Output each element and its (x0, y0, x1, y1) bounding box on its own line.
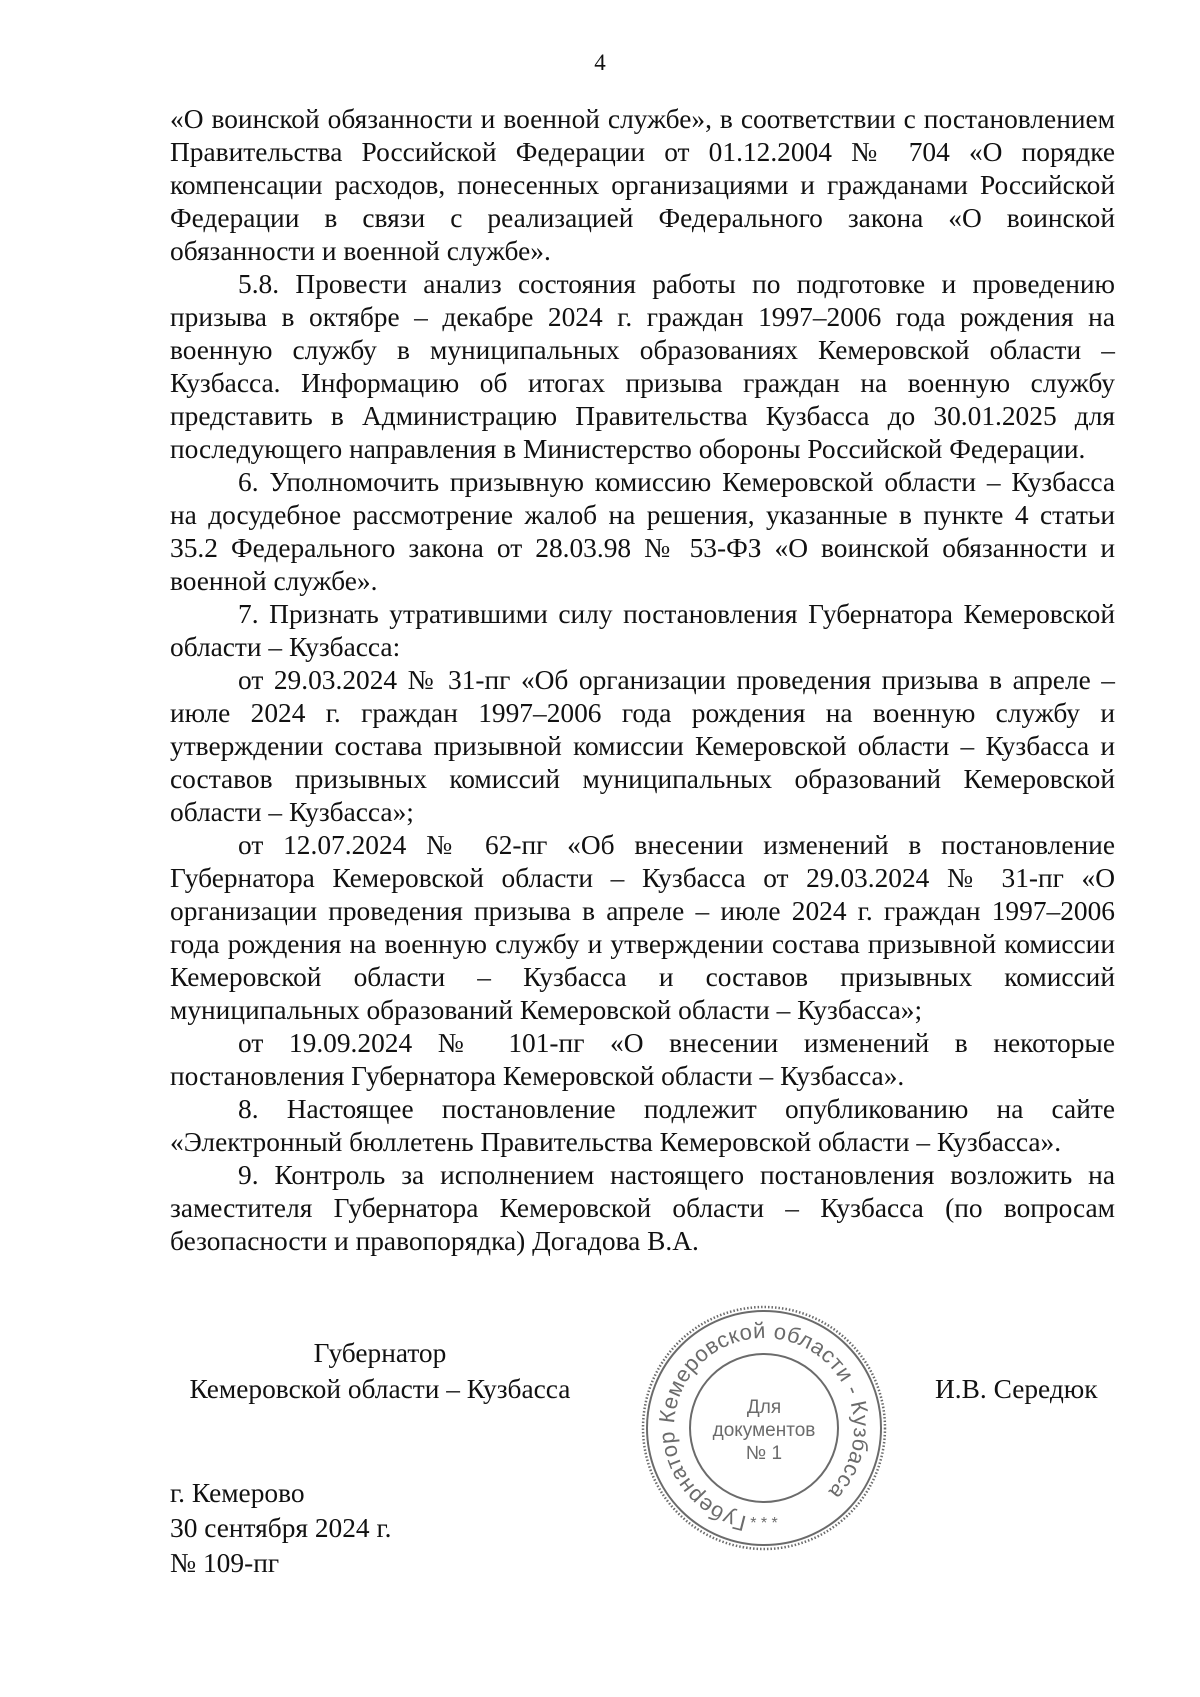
official-stamp (639, 1303, 889, 1553)
paragraph: 8. Настоящее постановление подлежит опубликованию на сайте «Электронный бюллетень Правительства Кемеровской области – Кузбасса». (170, 1094, 1115, 1157)
footer-date: 30 сентября 2024 г. (170, 1513, 392, 1543)
stamp-ring-text: Губернатор Кемеровской области - Кузбасса (653, 1317, 875, 1536)
paragraph: 5.8. Провести анализ состояния работы по подготовке и проведению призыва в октябре – декабре 2024 г. граждан 1997–2006 года рождения на военную службу в муниципальных образованиях Кемеровской области – Кузбасса. Информацию об итогах призыва граждан на военную службу представить в Администрацию Правительства Кузбасса до 30.01.2025 для последующего направления в Министерство обороны Российской Федерации. (170, 269, 1115, 464)
paragraph: от 19.09.2024 № 101-пг «О внесении изменений в некоторые постановления Губернатора Кемеровской области – Кузбасса». (170, 1028, 1115, 1091)
stamp-center-line: документов (712, 1420, 816, 1441)
signatory-title-line: Губернатор (313, 1338, 447, 1368)
stamp-center-line: Для (746, 1397, 782, 1418)
paragraph: от 12.07.2024 № 62-пг «Об внесении изменений в постановление Губернатора Кемеровской области – Кузбасса от 29.03.2024 № 31-пг «О организации проведения призыва в апреле – июле 2024 г. граждан 1997–2006 года рождения на военную службу и утверждении состава призывной комиссии Кемеровской области – Кузбасса и составов призывных комиссий муниципальных образований Кемеровской области – Кузбасса»; (170, 830, 1115, 1025)
signatory-name: И.В. Середюк (935, 1374, 1098, 1404)
stamp-center-line: № 1 (745, 1443, 783, 1464)
paragraph: от 29.03.2024 № 31-пг «Об организации проведения призыва в апреле – июле 2024 г. граждан 1997–2006 года рождения на военную службу и утверждении состава призывной комиссии Кемеровской области – Кузбасса и составов призывных комиссий муниципальных образований Кемеровской области – Кузбасса»; (170, 665, 1115, 827)
paragraph: 9. Контроль за исполнением настоящего постановления возложить на заместителя Губернатора Кемеровской области – Кузбасса (по вопросам безопасности и правопорядка) Догадова В.А. (170, 1160, 1115, 1256)
paragraph: «О воинской обязанности и военной службе», в соответствии с постановлением Правительства Российской Федерации от 01.12.2004 № 704 «О порядке компенсации расходов, понесенных организациями и гражданами Российской Федерации в связи с реализацией Федерального закона «О воинской обязанности и военной службе». (170, 104, 1115, 266)
signatory-title-line: Кемеровской области – Кузбасса (189, 1374, 571, 1404)
paragraph: 6. Уполномочить призывную комиссию Кемеровской области – Кузбасса на досудебное рассмотрение жалоб на решения, указанные в пункте 4 статьи 35.2 Федерального закона от 28.03.98 № 53-ФЗ «О воинской обязанности и военной службе». (170, 467, 1115, 596)
document-body (170, 103, 1115, 1258)
signatory-title (175, 1335, 585, 1407)
page-number: 4 (594, 50, 606, 75)
footer-number: № 109-пг (170, 1548, 280, 1578)
document-footer (170, 1476, 391, 1581)
paragraph: 7. Признать утратившими силу постановления Губернатора Кемеровской области – Кузбасса: (170, 599, 1115, 662)
footer-city: г. Кемерово (170, 1478, 305, 1508)
stamp-stars: * * * (750, 1515, 778, 1532)
